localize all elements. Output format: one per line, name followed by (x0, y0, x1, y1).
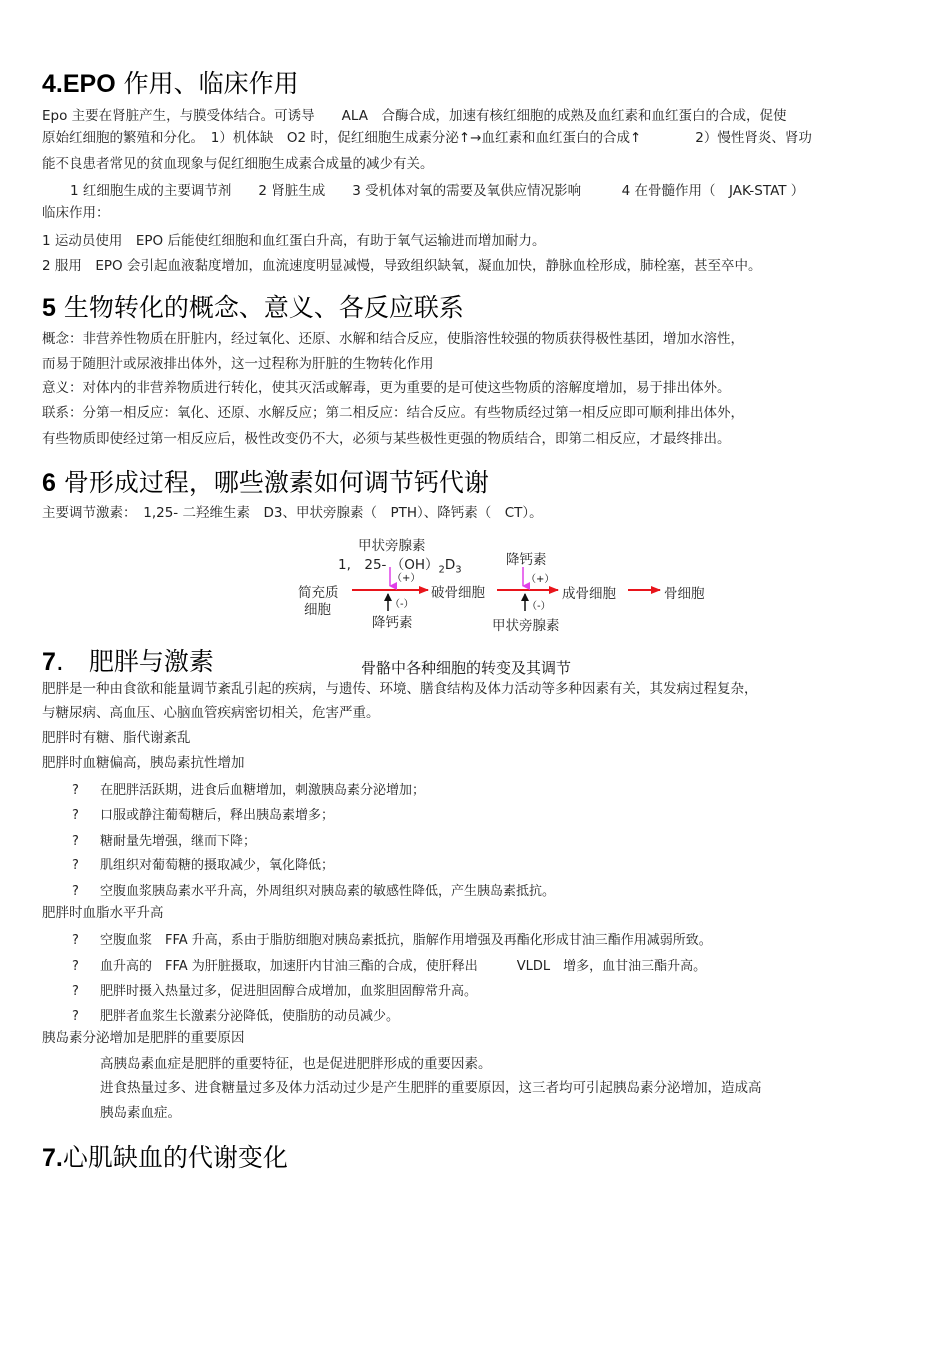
s4-line-3: 能不良患者常见的贫血现象与促红细胞生成素合成量的减少有关。 (42, 156, 434, 172)
s7-line-1: 肥胖是一种由食欲和能量调节紊乱引起的疾病，与遗传、环境、膳食结构及体力活动等多种因素有关，其发病过程复杂， (42, 681, 758, 697)
s4-line-5: 临床作用： (42, 205, 110, 221)
bullet-marker: ? (72, 884, 79, 899)
d3-letter: D (444, 557, 456, 573)
s5-line-4: 联系：分第一相反应：氧化、还原、水解反应；第二相反应：结合反应。有些物质经过第一相反应即可顺利排出体外， (42, 405, 744, 421)
bullet-marker: ? (72, 933, 79, 948)
minus-sign-2: （-） (527, 601, 551, 612)
section-title: 作用、临床作用 (115, 69, 299, 98)
list-item (72, 929, 712, 948)
section-number: 4.EPO (42, 70, 116, 98)
d3-subscript-3: 3 (455, 564, 462, 576)
list-item (72, 1005, 399, 1024)
s5-line-3: 意义：对体内的非营养物质进行转化，使其灭活或解毒，更为重要的是可使这些物质的溶解度增加，易于排出体外。 (42, 380, 731, 396)
section-number: 6 (42, 469, 56, 497)
s7-line-4: 肥胖时血糖偏高，胰岛素抗性增加 (42, 755, 245, 771)
section-title: 骨形成过程，哪些激素如何调节钙代谢 (55, 468, 489, 497)
mesenchymal-label-2: 细胞 (304, 602, 331, 618)
ct-top-label: 降钙素 (506, 552, 547, 568)
osteocyte-label: 骨细胞 (664, 586, 705, 602)
ct-bottom-label: 降钙素 (372, 615, 413, 631)
s4-line-4: 1 红细胞生成的主要调节剂 2 肾脏生成 3 受机体对氧的需要及氧供应情况影响 4 在骨髓作用（ JAK-STAT ） (70, 183, 805, 199)
bullet-marker: ? (72, 783, 79, 798)
plus-sign-2: （+） (526, 574, 555, 585)
section-title: . 肥胖与激素 (55, 647, 214, 676)
s5-line-2: 而易于随胆汁或尿液排出体外，这一过程称为肝脏的生物转化作用 (42, 356, 434, 372)
list-item-text: 肥胖者血浆生长激素分泌降低，使脂肪的动员减少。 (100, 1009, 400, 1024)
list-item-text: 血升高的 FFA 为肝脏摄取，加速肝内甘油三酯的合成，使肝释出 VLDL 增多，血甘油三酯升高。 (100, 959, 707, 974)
list-item (72, 980, 477, 999)
s7-indent-line-2: 进食热量过多、进食糖量过多及体力活动过少是产生肥胖的重要原因，这三者均可引起胰岛素分泌增加，造成高 (100, 1080, 762, 1096)
s7-line-2: 与糖尿病、高血压、心脑血管疾病密切相关，危害严重。 (42, 705, 380, 721)
mesenchymal-label-1: 简充质 (298, 585, 339, 601)
bullet-marker: ? (72, 834, 79, 849)
list-item-text: 糖耐量先增强，继而下降； (100, 834, 257, 849)
plus-sign-1: （+） (392, 573, 421, 584)
list-item-text: 空腹血浆胰岛素水平升高，外周组织对胰岛素的敏感性降低，产生胰岛素抵抗。 (100, 884, 556, 899)
d3-text: 1, 25- （OH） (338, 557, 439, 573)
pth-top-label: 甲状旁腺素 (358, 538, 426, 554)
diagram-caption: 骨骼中各种细胞的转变及其调节 (361, 659, 572, 677)
list-item (72, 854, 334, 873)
list-item-text: 肥胖时摄入热量过多，促进胆固醇合成增加，血浆胆固醇常升高。 (100, 984, 478, 999)
s5-line-5: 有些物质即使经过第一相反应后，极性改变仍不大，必须与某些极性更强的物质结合，即第二相反应，才最终排出。 (42, 431, 731, 447)
list-item-text: 在肥胖活跃期，进食后血糖增加，刺激胰岛素分泌增加； (100, 783, 426, 798)
osteoclast-label: 破骨细胞 (431, 585, 485, 601)
section-title: 心肌缺血的代谢变化 (62, 1143, 288, 1172)
s4-line-2: 原始红细胞的繁殖和分化。 1）机体缺 O2 时，促红细胞生成素分泌↑→血红素和血红蛋白的合成↑ 2）慢性肾炎、肾功 (42, 130, 812, 146)
s4-line-6: 1 运动员使用 EPO 后能使红细胞和血红蛋白升高，有助于氧气运输进而增加耐力。 (42, 233, 546, 249)
bullet-marker: ? (72, 808, 79, 823)
section-number: 7 (42, 648, 56, 676)
s4-line-7: 2 服用 EPO 会引起血液黏度增加，血流速度明显减慢，导致组织缺氧，凝血加快，静脉血栓形成，肺栓塞，甚至卒中。 (42, 258, 762, 274)
section-number: 5 (42, 294, 56, 322)
list-item-text: 肌组织对葡萄糖的摄取减少，氧化降低； (100, 858, 335, 873)
s5-line-1: 概念：非营养性物质在肝脏内，经过氧化、还原、水解和结合反应，使脂溶性较强的物质获得极性基团，增加水溶性， (42, 331, 744, 347)
s7-subheading-insulin: 胰岛素分泌增加是肥胖的重要原因 (42, 1030, 245, 1046)
bullet-marker: ? (72, 1009, 79, 1024)
section-number: 7. (42, 1144, 63, 1172)
s4-line-1: Epo 主要在肾脏产生，与膜受体结合。可诱导 ALA 合酶合成，加速有核红细胞的成熟及血红素和血红蛋白的合成，促使 (42, 108, 787, 124)
list-item (72, 830, 256, 849)
s7-subheading-lipid: 肥胖时血脂水平升高 (42, 905, 164, 921)
bullet-marker: ? (72, 858, 79, 873)
s6-line-1: 主要调节激素： 1,25- 二羟维生素 D3、甲状旁腺素（ PTH）、降钙素（ CT）。 (42, 505, 543, 521)
osteoblast-label: 成骨细胞 (562, 586, 616, 602)
list-item (72, 779, 425, 798)
d3-subscript-2: 2 (438, 564, 445, 576)
list-item (72, 804, 334, 823)
minus-sign-1: （-） (390, 599, 414, 610)
list-item (72, 880, 555, 899)
bullet-marker: ? (72, 984, 79, 999)
section-7-heading (42, 642, 214, 678)
s7-line-3: 肥胖时有糖、脂代谢紊乱 (42, 730, 191, 746)
list-item-text: 口服或静注葡萄糖后，释出胰岛素增多； (100, 808, 335, 823)
s7-indent-line-1: 高胰岛素血症是肥胖的重要特征，也是促进肥胖形成的重要因素。 (100, 1056, 492, 1072)
list-item (72, 955, 706, 974)
section-7b-heading (42, 1138, 288, 1174)
s7-indent-line-3: 胰岛素血症。 (100, 1105, 181, 1121)
bullet-marker: ? (72, 959, 79, 974)
section-title: 生物转化的概念、意义、各反应联系 (55, 293, 464, 322)
pth-bottom-label: 甲状旁腺素 (492, 618, 560, 634)
list-item-text: 空腹血浆 FFA 升高，系由于脂肪细胞对胰岛素抵抗，脂解作用增强及再酯化形成甘油三酯作用减弱所致。 (100, 933, 712, 948)
